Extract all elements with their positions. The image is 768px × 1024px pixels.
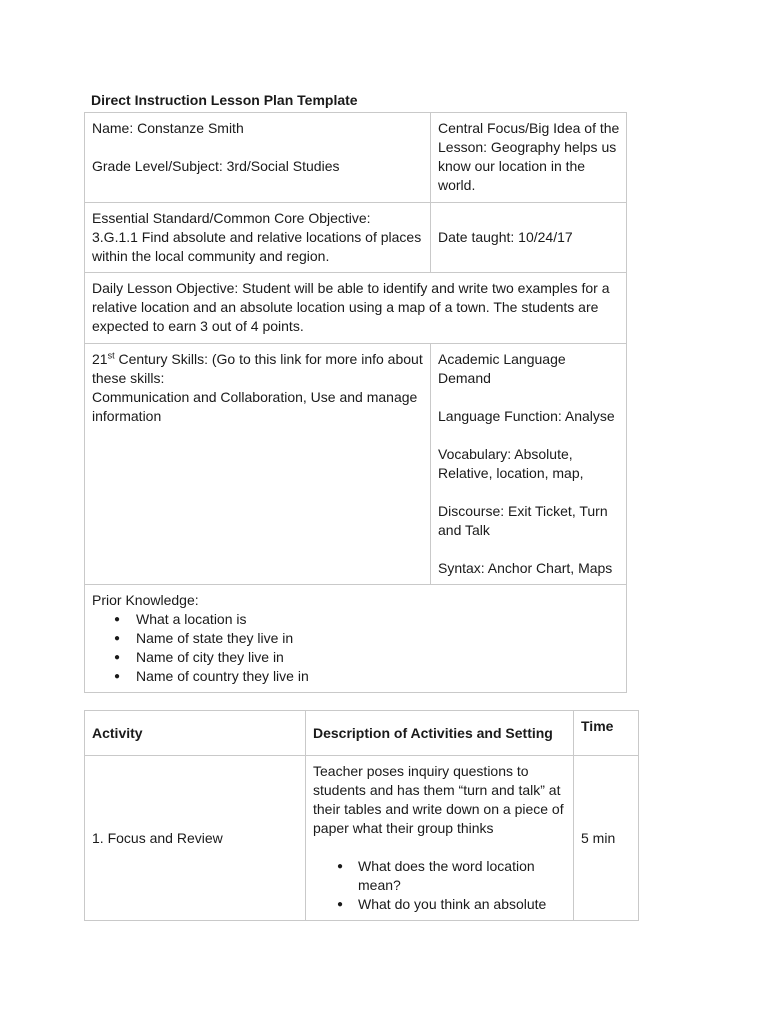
list-item: ● What a location is [92, 610, 620, 629]
prior-knowledge-cell [85, 585, 627, 693]
header-cell [306, 711, 574, 756]
daily-objective-cell [85, 273, 627, 344]
syntax: Syntax: Anchor Chart, Maps [438, 560, 613, 576]
time-header: Time [581, 718, 614, 734]
activity-header: Activity [92, 724, 143, 741]
activity-description: Teacher poses inquiry questions to students and has them “turn and talk” at their tables and write down on a piece of paper what their group thinks [313, 763, 564, 836]
prior-knowledge-heading: Prior Knowledge: [92, 592, 199, 608]
description-cell [306, 756, 574, 921]
document-title: Direct Instruction Lesson Plan Template [91, 92, 358, 108]
activities-table [84, 710, 639, 921]
table-row [85, 113, 627, 203]
table-row [85, 711, 639, 756]
time-cell [574, 756, 639, 921]
skills-cell [85, 344, 431, 585]
table-row [85, 756, 639, 921]
table-row [85, 273, 627, 344]
teacher-info-cell [85, 113, 431, 203]
teacher-name: Name: Constanze Smith [92, 120, 244, 136]
skills-text: Communication and Collaboration, Use and manage information [92, 389, 418, 424]
inquiry-questions-list [313, 857, 567, 914]
academic-language: Academic Language Demand [438, 351, 566, 386]
date-taught: Date taught: 10/24/17 [438, 229, 573, 245]
header-cell [85, 711, 306, 756]
list-item: ● What does the word location mean? [313, 857, 567, 895]
vocabulary: Vocabulary: Absolute, Relative, location, map, [438, 446, 584, 481]
grade-level-subject: Grade Level/Subject: 3rd/Social Studies [92, 158, 340, 174]
daily-objective: Daily Lesson Objective: Student will be able to identify and write two examples for a relative location and an absolute location using a map of a town. The students are expected to earn 3 out of 4 points. [92, 280, 610, 334]
prior-knowledge-list [92, 610, 620, 686]
skills-heading: 21st Century Skills: (Go to this link for more info about these skills: [92, 350, 423, 386]
list-item: ● Name of state they live in [92, 629, 620, 648]
list-item: ● Name of city they live in [92, 648, 620, 667]
list-item: ● What do you think an absolute [313, 895, 567, 914]
standard-cell [85, 203, 431, 273]
table-row [85, 203, 627, 273]
standard-heading: Essential Standard/Common Core Objective: [92, 210, 371, 226]
central-focus-cell [431, 113, 627, 203]
academic-language-cell [431, 344, 627, 585]
description-header: Description of Activities and Setting [313, 724, 553, 741]
standard-text: 3.G.1.1 Find absolute and relative locations of places within the local community and region. [92, 229, 422, 264]
table-row [85, 344, 627, 585]
activity-name: 1. Focus and Review [92, 829, 223, 846]
date-cell [431, 203, 627, 273]
language-function: Language Function: Analyse [438, 408, 615, 424]
central-focus: Central Focus/Big Idea of the Lesson: Geography helps us know our location in the world. [438, 120, 620, 193]
table-row [85, 585, 627, 693]
discourse: Discourse: Exit Ticket, Turn and Talk [438, 503, 608, 538]
lesson-plan-table [84, 112, 627, 693]
header-cell [574, 711, 639, 756]
activity-cell [85, 756, 306, 921]
activity-time: 5 min [581, 829, 616, 846]
list-item: ● Name of country they live in [92, 667, 620, 686]
